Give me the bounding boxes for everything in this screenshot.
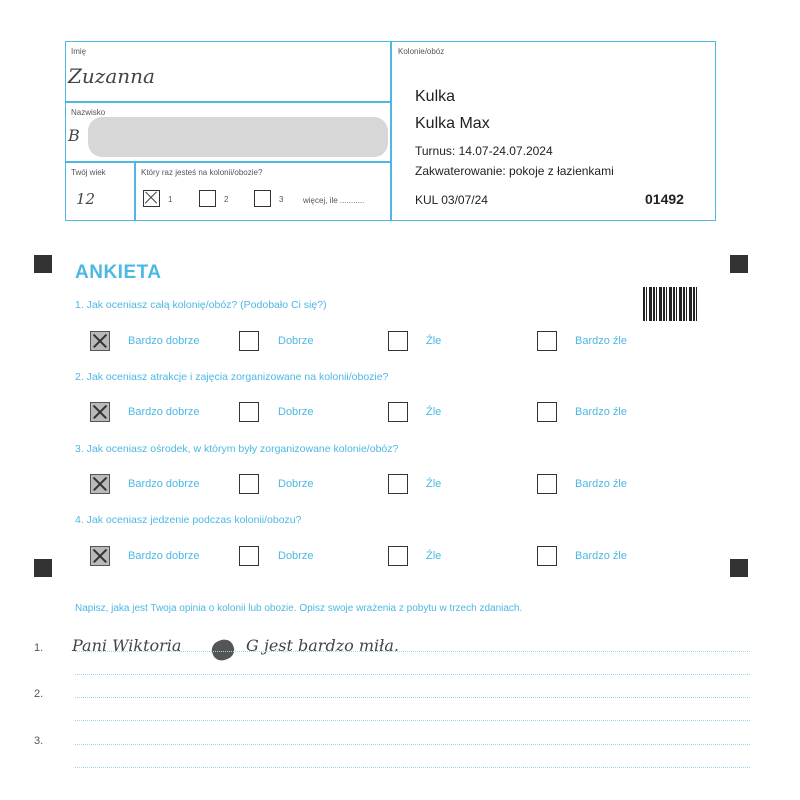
q4-option-bardzo-dobrze-checkbox[interactable] [90,546,110,566]
q4-option-bardzo-zle-checkbox[interactable] [537,546,557,566]
question-3-text: 3. Jak oceniasz ośrodek, w którym były zorganizowane kolonie/obóz? [75,443,399,455]
alignment-marker-top-left [34,255,52,273]
opinion-line-1b[interactable] [75,674,750,675]
q1-option-bardzo-zle-label: Bardzo źle [575,335,627,347]
camp-label: Kolonie/obóz [398,47,445,56]
q3-option-dobrze-label: Dobrze [278,478,314,490]
last-name-label: Nazwisko [71,108,106,117]
q1-option-zle-checkbox[interactable] [388,331,408,351]
q2-option-dobrze-label: Dobrze [278,406,314,418]
q2-option-bardzo-dobrze-checkbox[interactable] [90,402,110,422]
opinion-prompt: Napisz, jaka jest Twoja opinia o kolonii lub obozie. Opisz swoje wrażenia z pobytu w trzech zdaniach. [75,603,523,614]
q1-option-zle-label: Źle [426,335,442,347]
opinion-line-2[interactable] [75,697,750,698]
visit-count-checkbox-1[interactable] [143,190,160,207]
visit-count-more-label: więcej, ile ........... [303,196,365,205]
question-2-text: 2. Jak oceniasz atrakcje i zajęcia zorganizowane na kolonii/obozie? [75,371,389,383]
first-name-label: Imię [71,47,87,56]
form-number: 01492 [645,191,684,207]
camp-name-2: Kulka Max [415,115,490,132]
header-divider-3 [134,161,136,221]
q3-option-bardzo-zle-checkbox[interactable] [537,474,557,494]
q3-option-zle-label: Źle [426,478,442,490]
q4-option-dobrze-checkbox[interactable] [239,546,259,566]
visit-count-label: Który raz jesteś na kolonii/obozie? [141,168,263,177]
q3-option-dobrze-checkbox[interactable] [239,474,259,494]
question-1-text: 1. Jak oceniasz całą kolonię/obóz? (Podobało Ci się?) [75,299,327,311]
q3-option-bardzo-dobrze-label: Bardzo dobrze [128,478,200,490]
header-divider-1 [65,101,391,103]
q2-option-bardzo-zle-checkbox[interactable] [537,402,557,422]
header-divider-vertical [390,41,392,221]
visit-count-option-2: 2 [224,195,229,204]
camp-name-1: Kulka [415,88,456,105]
first-name-value[interactable]: Zuzanna [68,64,155,88]
survey-title: ANKIETA [75,262,162,283]
opinion-line-3[interactable] [75,744,750,745]
opinion-line-number-2: 2. [34,688,44,700]
camp-code: KUL 03/07/24 [415,193,488,207]
q3-option-bardzo-zle-label: Bardzo źle [575,478,627,490]
scribbled-out-word [209,637,237,663]
q2-option-bardzo-dobrze-label: Bardzo dobrze [128,406,200,418]
q2-option-dobrze-checkbox[interactable] [239,402,259,422]
q1-option-dobrze-label: Dobrze [278,335,314,347]
q4-option-zle-label: Źle [426,550,442,562]
alignment-marker-top-right [730,255,748,273]
visit-count-option-3: 3 [279,195,284,204]
turnus-text: Turnus: 14.07-24.07.2024 [415,144,553,158]
opinion-line-3b[interactable] [75,767,750,768]
q4-option-dobrze-label: Dobrze [278,550,314,562]
opinion-line-number-1: 1. [34,642,44,654]
alignment-marker-bottom-left [34,559,52,577]
opinion-line-1-handwriting-b[interactable]: G jest bardzo miła. [246,636,399,655]
opinion-line-1[interactable] [75,651,750,652]
opinion-line-2b[interactable] [75,720,750,721]
q1-option-bardzo-dobrze-checkbox[interactable] [90,331,110,351]
redaction-blur [88,117,388,157]
q2-option-bardzo-zle-label: Bardzo źle [575,406,627,418]
alignment-marker-bottom-right [730,559,748,577]
opinion-line-number-3: 3. [34,735,44,747]
barcode-image [643,287,699,321]
visit-count-checkbox-3[interactable] [254,190,271,207]
opinion-line-1-handwriting-a[interactable]: Pani Wiktoria [72,636,182,655]
visit-count-option-1: 1 [168,195,173,204]
q1-option-bardzo-dobrze-label: Bardzo dobrze [128,335,200,347]
q3-option-bardzo-dobrze-checkbox[interactable] [90,474,110,494]
last-name-value[interactable]: B [68,126,80,145]
q4-option-bardzo-zle-label: Bardzo źle [575,550,627,562]
q3-option-zle-checkbox[interactable] [388,474,408,494]
q4-option-bardzo-dobrze-label: Bardzo dobrze [128,550,200,562]
age-label: Twój wiek [71,168,106,177]
q1-option-dobrze-checkbox[interactable] [239,331,259,351]
q4-option-zle-checkbox[interactable] [388,546,408,566]
visit-count-checkbox-2[interactable] [199,190,216,207]
accommodation-text: Zakwaterowanie: pokoje z łazienkami [415,164,614,178]
header-divider-2 [65,161,391,163]
age-value[interactable]: 12 [76,190,96,208]
q2-option-zle-checkbox[interactable] [388,402,408,422]
q1-option-bardzo-zle-checkbox[interactable] [537,331,557,351]
q2-option-zle-label: Źle [426,406,442,418]
question-4-text: 4. Jak oceniasz jedzenie podczas kolonii/obozu? [75,514,302,526]
